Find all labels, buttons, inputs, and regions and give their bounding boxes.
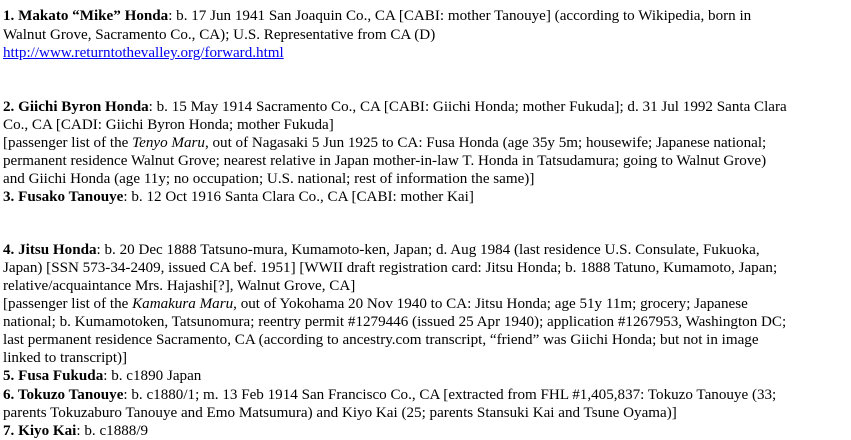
entry-2-line-5: and Giichi Honda (age 11y; no occupation; U.S. national; rest of information the same)]: [3, 171, 535, 187]
entry-3-line-1: [3, 188, 474, 206]
entry-2-line-1: [3, 98, 787, 116]
entry-2-text: : b. 15 May 1914 Sacramento Co., CA [CABI: Giichi Honda; mother Fukuda]; d. 31 Jul 1992 Santa Clara: [148, 99, 787, 115]
entry-7-name: 7. Kiyo Kai: [3, 423, 77, 439]
entry-3-text: : b. 12 Oct 1916 Santa Clara Co., CA [CABI: mother Kai]: [123, 189, 474, 205]
entry-4-line-3: relative/acquaintance Mrs. Hajashi[?], Walnut Grove, CA]: [3, 278, 356, 294]
entry-4-line-2: Japan) [SSN 573-34-2409, issued CA bef. 1951] [WWII draft registration card: Jitsu Honda; b. 1888 Tatuno, Kumamoto, Japan;: [3, 260, 778, 276]
entry-7-line-1: [3, 422, 148, 440]
entry-1-line-2: Walnut Grove, Sacramento Co., CA); U.S. Representative from CA (D): [3, 27, 436, 43]
entry-4-passenger-prefix: [passenger list of the: [3, 296, 133, 312]
entry-4-line-6: last permanent residence Sacramento, CA (according to ancestry.com transcript, “friend” was Giichi Honda; but not in image: [3, 332, 759, 348]
entry-4-line-5: national; b. Kumamotoken, Tatsunomura; reentry permit #1279446 (issued 25 Apr 1940); application #1267953, Washington DC;: [3, 314, 787, 330]
entry-6-name: 6. Tokuzo Tanouye: [3, 387, 124, 403]
entry-2-line-4: permanent residence Walnut Grove; nearest relative in Japan mother-in-law T. Honda in Tatsudamura; going to Walnut Grove): [3, 153, 767, 169]
returntothevalley-link[interactable]: http://www.returntothevalley.org/forward.html: [3, 45, 284, 61]
entry-2-line-3: [3, 134, 766, 152]
entry-7-text: : b. c1888/9: [76, 423, 149, 439]
entry-6-text: : b. c1880/1; m. 13 Feb 1914 San Francisco Co., CA [extracted from FHL #1,405,837: Tokuzo Tanouye (33;: [123, 387, 777, 403]
entry-2-line-2: Co., CA [CADI: Giichi Byron Honda; mother Fukuda]: [3, 117, 334, 133]
entry-6-line-2: parents Tokuzaburo Tanouye and Emo Matsumura) and Kiyo Kai (25; parents Stansuki Kai and Tsune Oyama)]: [3, 405, 677, 421]
entry-4-passenger-text: , out of Yokohama 20 Nov 1940 to CA: Jitsu Honda; age 51y 11m; grocery; Japanese: [233, 296, 748, 312]
entry-4-line-1: [3, 241, 760, 259]
entry-4-text: : b. 20 Dec 1888 Tatsuno-mura, Kumamoto-ken, Japan; d. Aug 1984 (last residence U.S. Consulate, Fukuoka,: [96, 242, 760, 258]
entry-2-ship-name: Tenyo Maru: [132, 135, 205, 151]
entry-1-name: 1. Makato “Mike” Honda: [3, 8, 169, 24]
entry-4-ship-name: Kamakura Maru: [132, 296, 234, 312]
entry-1-line-1: [3, 7, 751, 25]
entry-5-text: : b. c1890 Japan: [103, 368, 202, 384]
entry-2-passenger-prefix: [passenger list of the: [3, 135, 133, 151]
entry-5-name: 5. Fusa Fukuda: [3, 368, 104, 384]
entry-1-line-3: [3, 44, 284, 62]
entry-4-name: 4. Jitsu Honda: [3, 242, 97, 258]
entry-4-line-4: [3, 295, 748, 313]
entry-1-text: : b. 17 Jun 1941 San Joaquin Co., CA [CABI: mother Tanouye] (according to Wikipedia, born in: [168, 8, 752, 24]
entry-5-line-1: [3, 367, 201, 385]
entry-3-name: 3. Fusako Tanouye: [3, 189, 124, 205]
entry-2-name: 2. Giichi Byron Honda: [3, 99, 149, 115]
entry-2-passenger-text: , out of Nagasaki 5 Jun 1925 to CA: Fusa Honda (age 35y 5m; housewife; Japanese national;: [204, 135, 767, 151]
entry-4-line-7: linked to transcript)]: [3, 350, 128, 366]
entry-6-line-1: [3, 386, 776, 404]
